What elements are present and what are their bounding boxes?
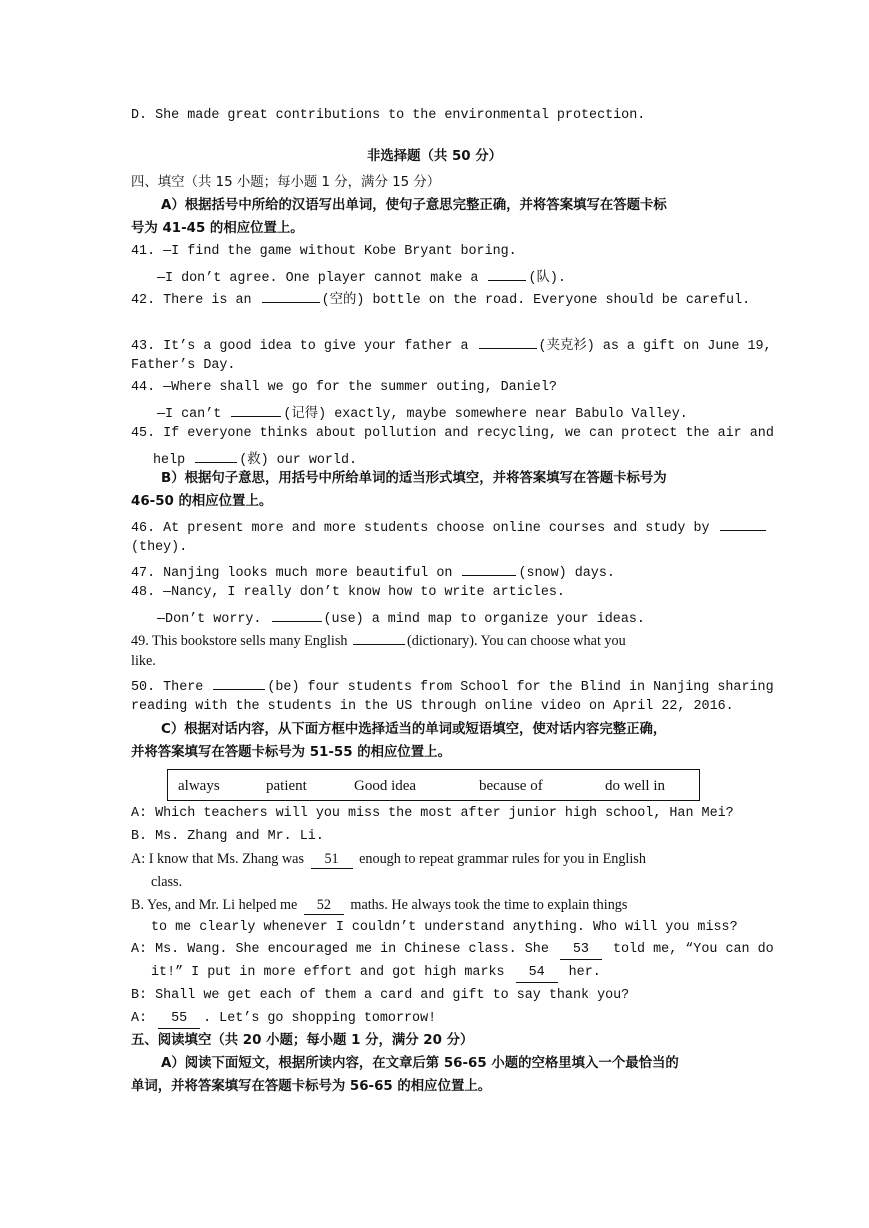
dialog-4-text: B. Yes, and Mr. Li helped me [131, 897, 301, 913]
dialog-line-7 [131, 1010, 741, 1029]
question-41-line1: 41. —I find the game without Kobe Bryant boring. [131, 244, 517, 259]
question-48-line2 [157, 607, 767, 629]
question-46-line2: (they). [131, 540, 188, 555]
question-50-text: 50. There [131, 680, 212, 695]
answer-blank-52[interactable]: 52 [304, 896, 344, 915]
question-46-text: 46. At present more and more students choose online courses and study by [131, 521, 718, 536]
part5-a-instruction-line2: 单词，并将答案填写在答题卡标号为 56-65 的相应位置上。 [131, 1079, 492, 1094]
question-46-line1 [131, 516, 741, 538]
dialog-line-4 [131, 896, 741, 915]
part4-c-instruction-line1: C）根据对话内容，从下面方框中选择适当的单词或短语填空，使对话内容完整正确， [161, 722, 667, 737]
dialog-line-1: A: Which teachers will you miss the most after junior high school, Han Mei? [131, 806, 734, 821]
question-43-text: 43. It’s a good idea to give your father a [131, 339, 477, 354]
question-43-line1 [131, 334, 772, 356]
question-45-line1: 45. If everyone thinks about pollution and recycling, we can protect the air and [131, 426, 774, 441]
dialog-line-6: B: Shall we get each of them a card and gift to say thank you? [131, 988, 630, 1003]
answer-blank-46[interactable] [720, 516, 766, 531]
word-option-5: do well in [605, 778, 665, 794]
question-44-line1: 44. —Where shall we go for the summer outing, Daniel? [131, 380, 557, 395]
part4-b-instruction-line1: B）根据句子意思，用括号中所给单词的适当形式填空，并将答案填写在答题卡标号为 [161, 471, 667, 486]
question-43-line2: Father’s Day. [131, 358, 236, 373]
question-49-line2: like. [131, 653, 156, 669]
dialog-3-text: A: I know that Ms. Zhang was [131, 851, 308, 867]
question-42-hint: (空的) bottle on the road. Everyone should be careful. [321, 293, 751, 308]
question-49-hint: (dictionary). You can choose what you [407, 633, 626, 649]
question-49-line1 [131, 630, 741, 650]
part4-a-instruction-line1: A）根据括号中所给的汉语写出单词，使句子意思完整正确，并将答案填写在答题卡标 [161, 198, 667, 213]
dialog-5b-text: it!” I put in more effort and got high marks [151, 965, 513, 980]
answer-blank-42[interactable] [262, 288, 320, 303]
question-49-text: 49. This bookstore sells many English [131, 633, 352, 649]
question-50-line2: reading with the students in the US through online video on April 22, 2016. [131, 699, 734, 714]
option-d: D. She made great contributions to the environmental protection. [131, 108, 646, 123]
dialog-4-text-end: maths. He always took the time to explain things [346, 897, 628, 913]
answer-blank-44[interactable] [231, 402, 281, 417]
question-47-text: 47. Nanjing looks much more beautiful on [131, 566, 461, 581]
question-45-line2 [153, 448, 763, 470]
question-45-text: help [153, 453, 194, 468]
answer-blank-53[interactable]: 53 [560, 941, 602, 960]
word-option-3: Good idea [354, 778, 417, 794]
question-43-hint: (夹克衫) as a gift on June 19, [538, 339, 772, 354]
question-47 [131, 561, 741, 583]
question-42-text: 42. There is an [131, 293, 260, 308]
question-42 [131, 288, 751, 310]
dialog-5b-text-end: her. [560, 965, 601, 980]
question-41-text: —I don’t agree. One player cannot make a [157, 271, 487, 286]
dialog-line-5b [151, 964, 761, 983]
dialog-line-5 [131, 941, 774, 960]
dialog-7-text: A: [131, 1011, 156, 1026]
question-48-line1: 48. —Nancy, I really don’t know how to write articles. [131, 585, 565, 600]
question-50-line1 [131, 675, 774, 697]
answer-blank-47[interactable] [462, 561, 516, 576]
question-44-line2 [157, 402, 767, 424]
question-48-text: —Don’t worry. [157, 612, 270, 627]
section-title: 非选择题（共 50 分） [366, 149, 503, 164]
dialog-line-2: B. Ms. Zhang and Mr. Li. [131, 829, 324, 844]
part4-b-instruction-line2: 46-50 的相应位置上。 [131, 494, 273, 509]
word-option-4: because of [479, 778, 543, 794]
question-44-text: —I can’t [157, 407, 230, 422]
part4-a-instruction-line2: 号为 41-45 的相应位置上。 [131, 221, 304, 236]
dialog-5-text-end: told me, “You can do [604, 942, 774, 957]
part4-heading: 四、填空（共 15 小题；每小题 1 分，满分 15 分） [131, 175, 441, 190]
dialog-line-3b: class. [151, 874, 183, 890]
question-41-hint: (队). [528, 271, 566, 286]
answer-blank-54[interactable]: 54 [516, 964, 558, 983]
answer-blank-41[interactable] [488, 266, 526, 281]
word-choice-box [167, 769, 700, 801]
answer-blank-55[interactable]: 55 [158, 1010, 200, 1029]
dialog-7-text-end: . Let’s go shopping tomorrow! [203, 1011, 437, 1026]
dialog-line-4b: to me clearly whenever I couldn’t understand anything. Who will you miss? [151, 920, 738, 935]
question-41-line2 [157, 266, 767, 288]
answer-blank-50[interactable] [213, 675, 265, 690]
word-option-1: always [178, 778, 220, 794]
answer-blank-48[interactable] [272, 607, 322, 622]
question-44-hint: (记得) exactly, maybe somewhere near Babulo Valley. [283, 407, 688, 422]
word-option-2: patient [266, 778, 307, 794]
answer-blank-43[interactable] [479, 334, 537, 349]
dialog-5-text: A: Ms. Wang. She encouraged me in Chinese class. She [131, 942, 557, 957]
answer-blank-49[interactable] [353, 630, 405, 645]
question-45-hint: (救) our world. [239, 453, 358, 468]
answer-blank-45[interactable] [195, 448, 237, 463]
question-48-hint: (use) a mind map to organize your ideas. [323, 612, 645, 627]
part5-a-instruction-line1: A）阅读下面短文，根据所读内容，在文章后第 56-65 小题的空格里填入一个最恰当的 [161, 1056, 679, 1071]
dialog-line-3 [131, 850, 741, 869]
dialog-3-text-end: enough to repeat grammar rules for you in English [355, 851, 646, 867]
part5-heading: 五、阅读填空（共 20 小题；每小题 1 分，满分 20 分） [131, 1033, 474, 1048]
answer-blank-51[interactable]: 51 [311, 850, 353, 869]
question-50-hint: (be) four students from School for the Blind in Nanjing sharing [267, 680, 774, 695]
question-47-hint: (snow) days. [518, 566, 615, 581]
part4-c-instruction-line2: 并将答案填写在答题卡标号为 51-55 的相应位置上。 [131, 745, 451, 760]
